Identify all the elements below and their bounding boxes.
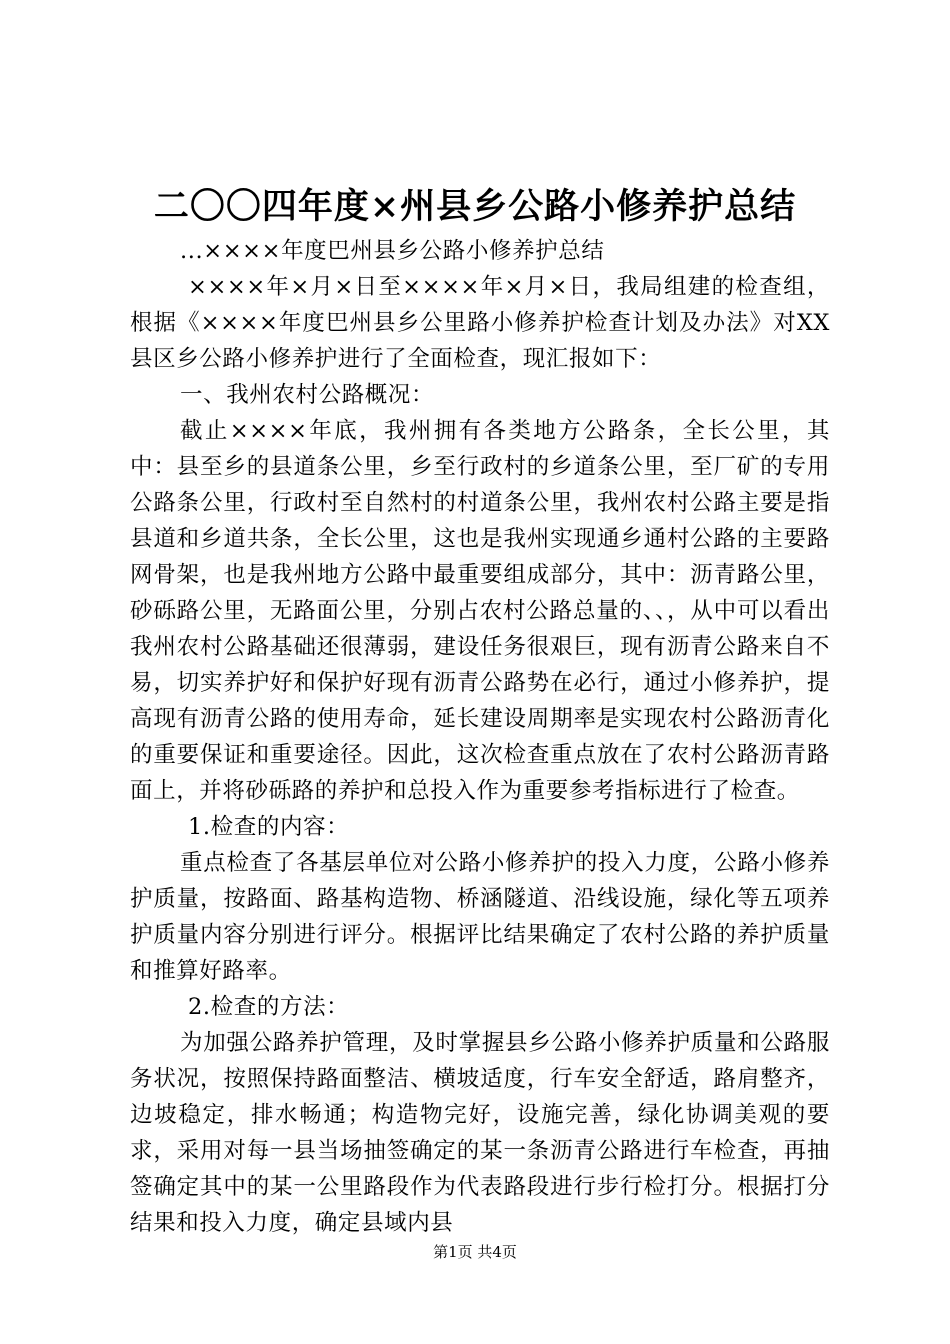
- subheading-inspection-method: 2.检查的方法：: [188, 994, 350, 1020]
- section-heading-overview: 一、我州农村公路概况：: [180, 382, 435, 408]
- intro-paragraph: ××××年×月×日至××××年×月×日，我局组建的检查组，根据《××××年度巴州县乡公里路小修养护检查计划及办法》对XX县区乡公路小修养护进行了全面检查，现汇报如下：: [130, 274, 830, 372]
- page-footer: 第1页 共4页: [433, 1243, 517, 1261]
- overview-paragraph: 截止××××年底，我州拥有各类地方公路条，全长公里，其中：县至乡的县道条公里，乡至行政村的乡道条公里，至厂矿的专用公路条公里，行政村至自然村的村道条公里，我州农村公路主要是指县道和乡道共条，全长公里，这也是我州实现通乡通村公路的主要路网骨架，也是我州地方公路中最重要组成部分，其中：沥青路公里，砂砾路公里，无路面公里，分别占农村公路总量的、、，从中可以看出我州农村公路基础还很薄弱，建设任务很艰巨，现有沥青公路来自不易，切实养护好和保护好现有沥青公路势在必行，通过小修养护，提高现有沥青公路的使用寿命，延长建设周期率是实现农村公路沥青化的重要保证和重要途径。因此，这次检查重点放在了农村公路沥青路面上，并将砂砾路的养护和总投入作为重要参考指标进行了检查。: [130, 418, 830, 804]
- inspection-method-paragraph: 为加强公路养护管理，及时掌握县乡公路小修养护质量和公路服务状况，按照保持路面整洁、横坡适度，行车安全舒适，路肩整齐，边坡稳定，排水畅通；构造物完好，设施完善，绿化协调美观的要求，采用对每一县当场抽签确定的某一条沥青公路进行车检查，再抽签确定其中的某一公里路段作为代表路段进行步行检打分。根据打分结果和投入力度，确定县域内县: [130, 1030, 830, 1236]
- subheading-inspection-content: 1.检查的内容：: [188, 814, 350, 840]
- document-body: [130, 233, 830, 1241]
- document-title: 二〇〇四年度×州县乡公路小修养护总结: [153, 186, 797, 227]
- subtitle-line: ...××××年度巴州县乡公路小修养护总结: [180, 238, 605, 264]
- inspection-content-paragraph: 重点检查了各基层单位对公路小修养护的投入力度，公路小修养护质量，按路面、路基构造物、桥涵隧道、沿线设施，绿化等五项养护质量内容分别进行评分。根据评比结果确定了农村公路的养护质量和推算好路率。: [130, 850, 830, 984]
